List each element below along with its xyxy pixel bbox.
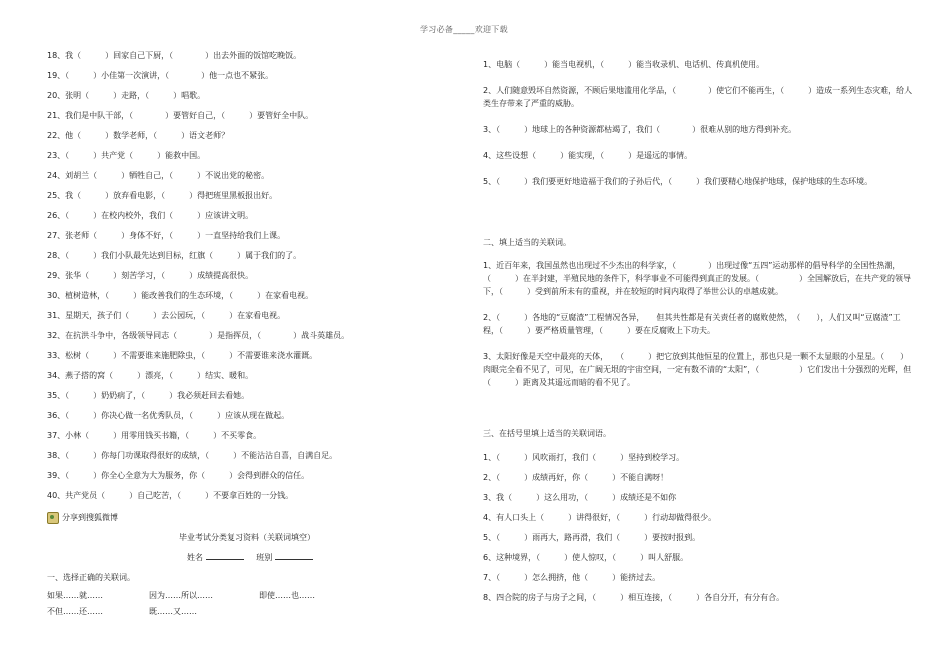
question-item: 4、有人口头上（ ）讲得很好，（ ）行动却做得很少。 — [483, 513, 717, 522]
question-item: 28、（ ）我们小队最先达到目标，红旗（ ）属于我们的了。 — [47, 251, 302, 260]
question-item: 33、松树（ ）不需要谁来施肥除虫，（ ）不需要谁来浇水灌溉。 — [47, 351, 318, 360]
question-item: 35、（ ）奶奶病了，（ ）我必须赶回去看她。 — [47, 391, 250, 400]
question-item: 4、这些设想（ ）能实现，（ ）是遥远的事情。 — [483, 151, 693, 160]
question-item: 7、（ ）怎么拥挤，他（ ）能挤过去。 — [483, 573, 661, 582]
share-text: 分享到搜狐微博 — [62, 513, 118, 522]
conjunction-table — [47, 588, 447, 620]
question-item: 6、这种境界，（ ）使人惊叹，（ ）叫人舒服。 — [483, 553, 689, 562]
conjunction-option: 既……又…… — [149, 607, 197, 616]
question-item: 25、我（ ）放弃看电影，（ ）得把班里黑板报出好。 — [47, 191, 278, 200]
question-item: 5、（ ）雨再大，路再滑，我们（ ）要按时报到。 — [483, 533, 701, 542]
section2-items — [483, 259, 913, 389]
section3-items — [483, 448, 913, 608]
section1-items — [483, 58, 913, 188]
question-item: 1、近百年来，我国虽然也出现过不少杰出的科学家，（ ）出现过像“五四”运动那样的倡导科学的全国性热潮，（ ）在半封建，半殖民地的条件下，科学事业不可能得到真正的发展。（ ）全国解放后，在共产党的领导下，（ ）受到前所未有的重视，并在较短的时间内取得了举世公认的卓越成就。 — [483, 261, 911, 296]
question-item: 36、（ ）你决心做一名优秀队员，（ ）应该从现在做起。 — [47, 411, 290, 420]
question-item: 23、（ ）共产党（ ）能救中国。 — [47, 151, 206, 160]
page-header: 学习必备_____欢迎下载 — [420, 25, 508, 34]
conjunction-option: 即使……也…… — [259, 591, 315, 600]
question-item: 8、四合院的房子与房子之间，（ ）相互连接，（ ）各自分开，有分有合。 — [483, 593, 785, 602]
question-item: 5、（ ）我们要更好地造福于我们的子孙后代，（ ）我们要精心地保护地球，保护地球的生态环境。 — [483, 177, 873, 186]
conjunction-option — [259, 604, 379, 620]
question-item: 3、我（ ）这么用功，（ ）成绩还是不如你 — [483, 493, 677, 502]
question-item: 19、（ ）小佳第一次演讲，（ ）他一点也不紧张。 — [47, 71, 274, 80]
question-item: 38、（ ）你每门功课取得很好的成绩，（ ）不能沾沾自喜，自满自足。 — [47, 451, 338, 460]
question-item: 30、植树造林，（ ）能改善我们的生态环境，（ ）在家看电视。 — [47, 291, 314, 300]
left-items-list — [47, 46, 447, 506]
name-label: 姓名 — [187, 553, 203, 562]
question-item: 27、张老师（ ）身体不好，（ ）一直坚持给我们上课。 — [47, 231, 286, 240]
question-item: 2、人们随意毁坏自然资源，不顾后果地滥用化学品，（ ）使它们不能再生，（ ）造成一系列生态灾难，给人类生存带来了严重的威胁。 — [483, 86, 913, 108]
conjunction-option: 不但……还…… — [47, 607, 103, 616]
question-item: 22、他（ ）数学老师，（ ）语文老师？ — [47, 131, 230, 140]
question-item: 40、共产党员（ ）自己吃苦，（ ）不要拿百姓的一分钱。 — [47, 491, 294, 500]
review-title: 毕业考试分类复习资料（关联词填空） — [179, 533, 315, 542]
name-class-row — [187, 548, 447, 568]
question-item: 18、我（ ）回家自己下厨，（ ）出去外面的饭馆吃晚饭。 — [47, 51, 302, 60]
sohu-weibo-icon — [47, 512, 59, 524]
question-item: 1、（ ）风吹雨打，我们（ ）坚持到校学习。 — [483, 453, 685, 462]
question-item: 31、星期天，孩子们（ ）去公园玩，（ ）在家看电视。 — [47, 311, 286, 320]
conjunction-option: 因为……所以…… — [149, 591, 213, 600]
section1-title: 一、选择正确的关联词。 — [47, 573, 135, 582]
question-item: 37、小林（ ）用零用钱买书籍，（ ）不买零食。 — [47, 431, 262, 440]
question-item: 3、（ ）地球上的各种资源都枯竭了，我们（ ）很难从别的地方得到补充。 — [483, 125, 797, 134]
question-item: 34、燕子搭的窝（ ）漂亮，（ ）结实、暖和。 — [47, 371, 254, 380]
question-item: 3、太阳好像是天空中最亮的天体， （ ）把它放到其他恒星的位置上，那也只是一颗不太显眼的小星星。（ ）肉眼完全看不见了，可见，在广阔无垠的宇宙空间，一定有数不清的“太阳”，（ ）它们发出十分强烈的光辉，但（ ）距离及其遥远而暗的看不见了。 — [483, 352, 912, 387]
class-blank — [275, 550, 313, 560]
section2-title: 二、填上适当的关联词。 — [483, 238, 571, 247]
name-blank — [206, 550, 244, 560]
question-item: 24、刘胡兰（ ）牺牲自己，（ ）不说出党的秘密。 — [47, 171, 270, 180]
question-item: 20、张明（ ）走路，（ ）唱歌。 — [47, 91, 206, 100]
class-label: 班别 — [256, 553, 273, 562]
question-item: 39、（ ）你全心全意为大为服务，你（ ）会得到群众的信任。 — [47, 471, 310, 480]
section3-title: 三、在括号里填上适当的关联词语。 — [483, 429, 611, 438]
conjunction-row — [47, 604, 447, 620]
left-column — [47, 46, 447, 620]
question-item: 2、（ ）成绩再好，你（ ）不能自满呀！ — [483, 473, 669, 482]
question-item: 21、我们是中队干部，（ ）要管好自己，（ ）要管好全中队。 — [47, 111, 314, 120]
conjunction-row — [47, 588, 447, 604]
question-item: 26、（ ）在校内校外，我们（ ）应该讲文明。 — [47, 211, 254, 220]
question-item: 29、张华（ ）刻苦学习，（ ）成绩提高很快。 — [47, 271, 254, 280]
share-link[interactable] — [47, 508, 447, 528]
question-item: 2、（ ）各地的“豆腐渣”工程情况各异， 但其共性都是有关责任者的腐败使然， （ ），人们又叫“豆腐渣”工程，（ ）要严格质量管理，（ ）要在反腐败上下功夫。 — [483, 313, 901, 335]
question-item: 32、在抗洪斗争中，各级领导同志（ ）是指挥员，（ ）战斗英雄员。 — [47, 331, 350, 340]
question-item: 1、电脑（ ）能当电视机，（ ）能当收录机、电话机、传真机使用。 — [483, 60, 765, 69]
right-column — [483, 58, 913, 608]
conjunction-option: 如果……就…… — [47, 591, 103, 600]
